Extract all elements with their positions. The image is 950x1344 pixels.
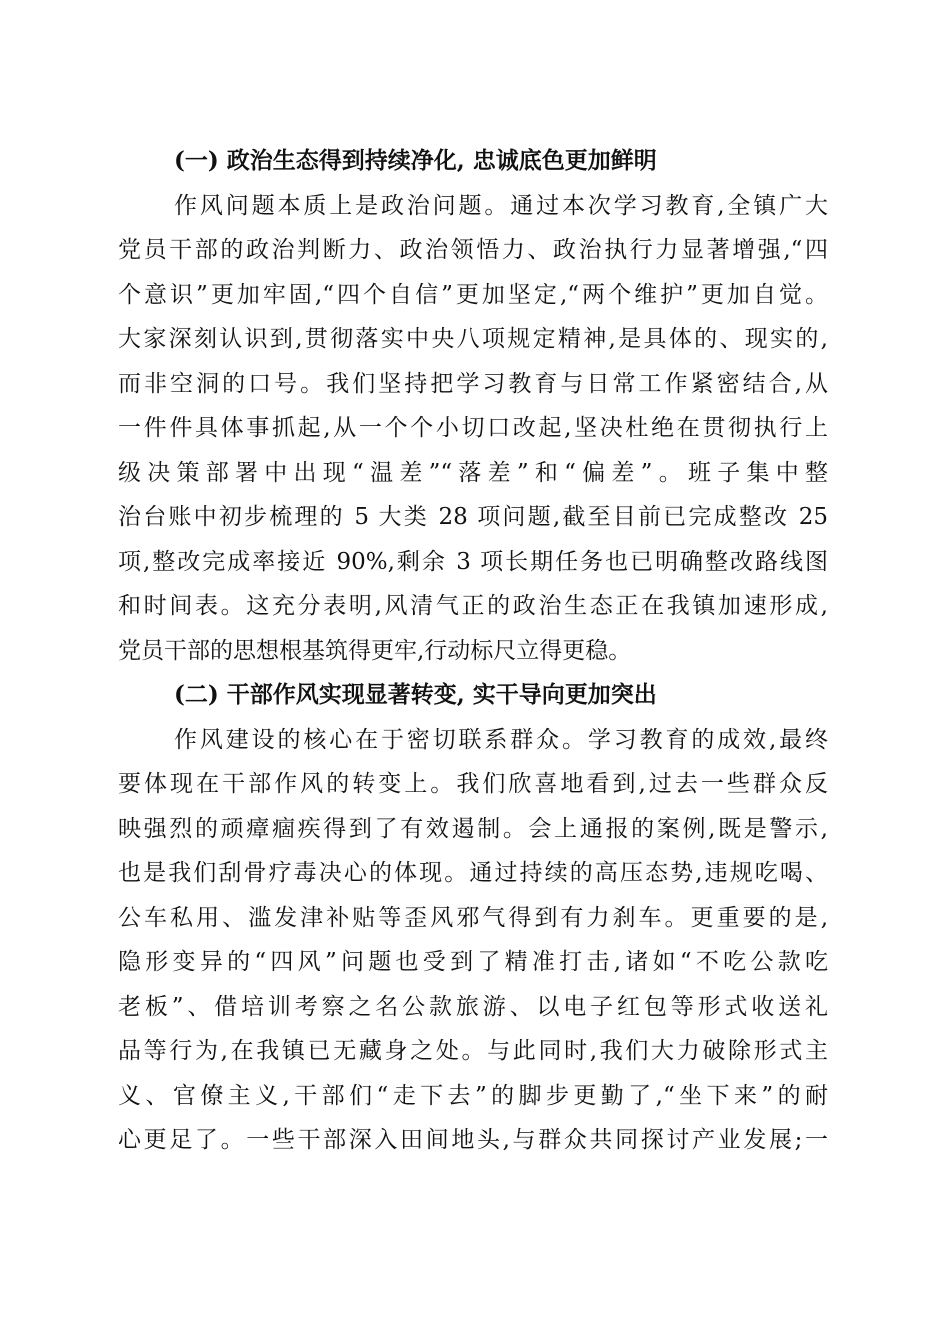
paragraph-line: 老板”、借培训考察之名公款旅游、以电子红包等形式收送礼: [118, 993, 828, 1020]
paragraph-line: 项,整改完成率接近 90%,剩余 3 项长期任务也已明确整改路线图: [118, 548, 828, 575]
paragraph-line: 级决策部署中出现“温差”“落差”和“偏差”。班子集中整: [118, 459, 828, 486]
paragraph-line: 要体现在干部作风的转变上。我们欣喜地看到,过去一些群众反: [118, 771, 828, 797]
section-heading-2: (二) 干部作风实现显著转变, 实干导向更加突出: [174, 681, 657, 708]
paragraph-line: 也是我们刮骨疗毒决心的体现。通过持续的高压态势,违规吃喝、: [118, 860, 828, 886]
paragraph-line: 党员干部的政治判断力、政治领悟力、政治执行力显著增强,“四: [118, 237, 828, 263]
paragraph-line: 和时间表。这充分表明,风清气正的政治生态正在我镇加速形成,: [118, 593, 828, 619]
paragraph-line: 映强烈的顽瘴痼疾得到了有效遏制。会上通报的案例,既是警示,: [118, 815, 828, 842]
paragraph-line: 品等行为,在我镇已无藏身之处。与此同时,我们大力破除形式主: [118, 1038, 828, 1064]
paragraph-line: 个意识”更加牢固,“四个自信”更加坚定,“两个维护”更加自觉。: [118, 281, 828, 308]
paragraph-line: 义、官僚主义,干部们“走下去”的脚步更勤了,“坐下来”的耐: [118, 1082, 828, 1109]
paragraph-line: 公车私用、滥发津补贴等歪风邪气得到有力刹车。更重要的是,: [118, 904, 828, 931]
paragraph-line: 而非空洞的口号。我们坚持把学习教育与日常工作紧密结合,从: [118, 370, 828, 397]
paragraph-line: 作风问题本质上是政治问题。通过本次学习教育,全镇广大: [174, 192, 828, 219]
paragraph-line: 作风建设的核心在于密切联系群众。学习教育的成效,最终: [174, 726, 828, 753]
paragraph-line: 隐形变异的“四风”问题也受到了精准打击,诸如“不吃公款吃: [118, 949, 828, 975]
paragraph-line: 一件件具体事抓起,从一个个小切口改起,坚决杜绝在贯彻执行上: [118, 415, 828, 441]
section-heading-1: (一) 政治生态得到持续净化, 忠诚底色更加鲜明: [174, 147, 657, 174]
document-body: [118, 139, 828, 1163]
paragraph-line: 心更足了。一些干部深入田间地头,与群众共同探讨产业发展;一: [118, 1127, 828, 1153]
paragraph-line: 大家深刻认识到,贯彻落实中央八项规定精神,是具体的、现实的,: [118, 326, 828, 352]
paragraph-line: 治台账中初步梳理的 5 大类 28 项问题,截至目前已完成整改 25: [118, 504, 828, 530]
paragraph-line: 党员干部的思想根基筑得更牢,行动标尺立得更稳。: [118, 637, 632, 664]
